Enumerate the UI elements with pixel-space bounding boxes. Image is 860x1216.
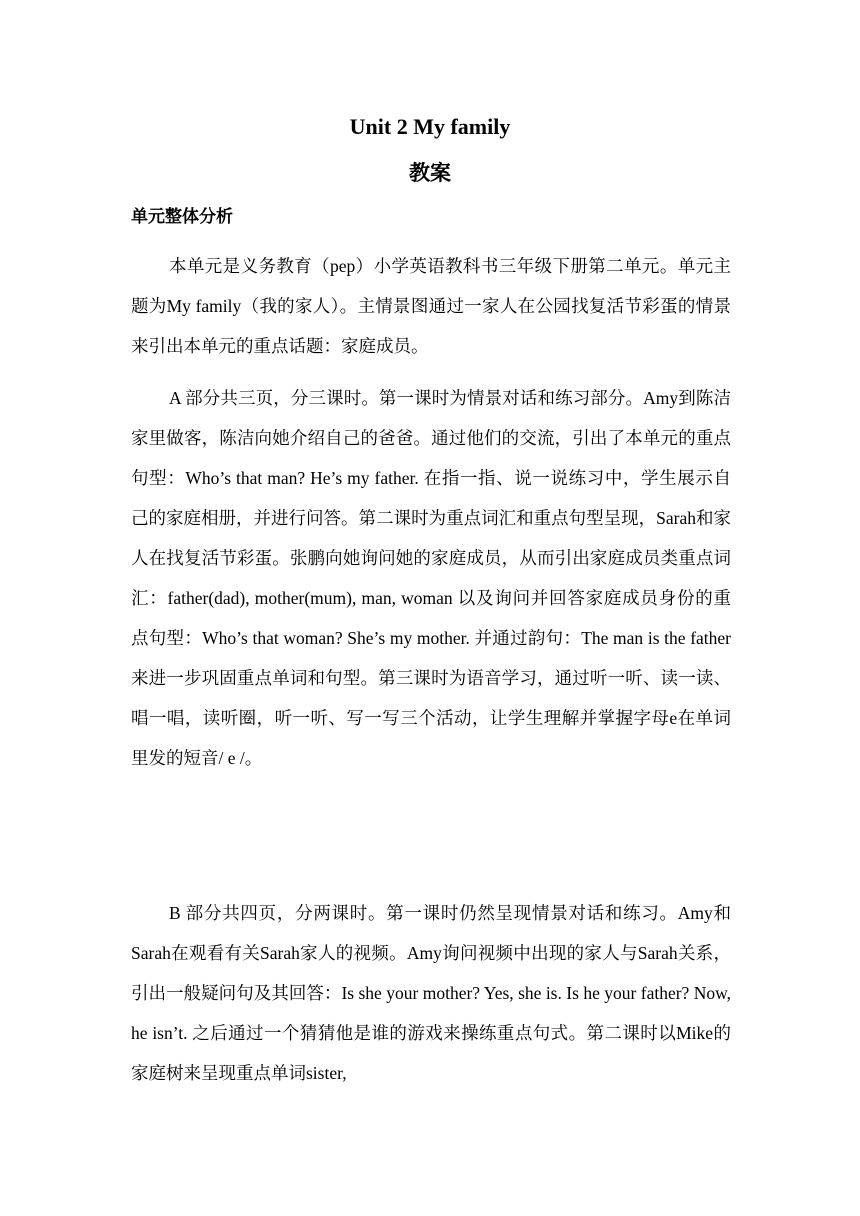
paragraph-intro: 本单元是义务教育（pep）小学英语教科书三年级下册第二单元。单元主题为My family（我的家人）。主情景图通过一家人在公园找复活节彩蛋的情景来引出本单元的重点话题：家庭成员。 bbox=[131, 256, 731, 356]
document-subtitle: 教案 bbox=[409, 161, 451, 185]
paragraph-part-b: B 部分共四页，分两课时。第一课时仍然呈现情景对话和练习。Amy和Sarah在观看有关Sarah家人的视频。Amy询问视频中出现的家人与Sarah关系，引出一般疑问句及其回答：Is she your mother? Yes, she is. Is he your father? Now, he isn’t. 之后通过一个猜猜他是谁的游戏来操练重点句式。第二课时以Mike的家庭树来呈现重点单词sister, bbox=[131, 903, 731, 1083]
document-title: Unit 2 My family bbox=[349, 114, 511, 139]
paragraph-part-a: A 部分共三页，分三课时。第一课时为情景对话和练习部分。Amy到陈洁家里做客，陈洁向她介绍自己的爸爸。通过他们的交流，引出了本单元的重点句型：Who’s that man? He’s my father. 在指一指、说一说练习中，学生展示自己的家庭相册，并进行问答。第二课时为重点词汇和重点句型呈现，Sarah和家人在找复活节彩蛋。张鹏向她询问她的家庭成员，从而引出家庭成员类重点词汇：father(dad), mother(mum), man, woman 以及询问并回答家庭成员身份的重点句型：Who’s that woman? She’s my mother. 并通过韵句：The man is the father来进一步巩固重点单词和句型。第三课时为语音学习，通过听一听、读一读、唱一唱，读听圈，听一听、写一写三个活动，让学生理解并掌握字母e在单词里发的短音/ e /。 bbox=[131, 388, 731, 768]
section-heading: 单元整体分析 bbox=[131, 207, 233, 227]
